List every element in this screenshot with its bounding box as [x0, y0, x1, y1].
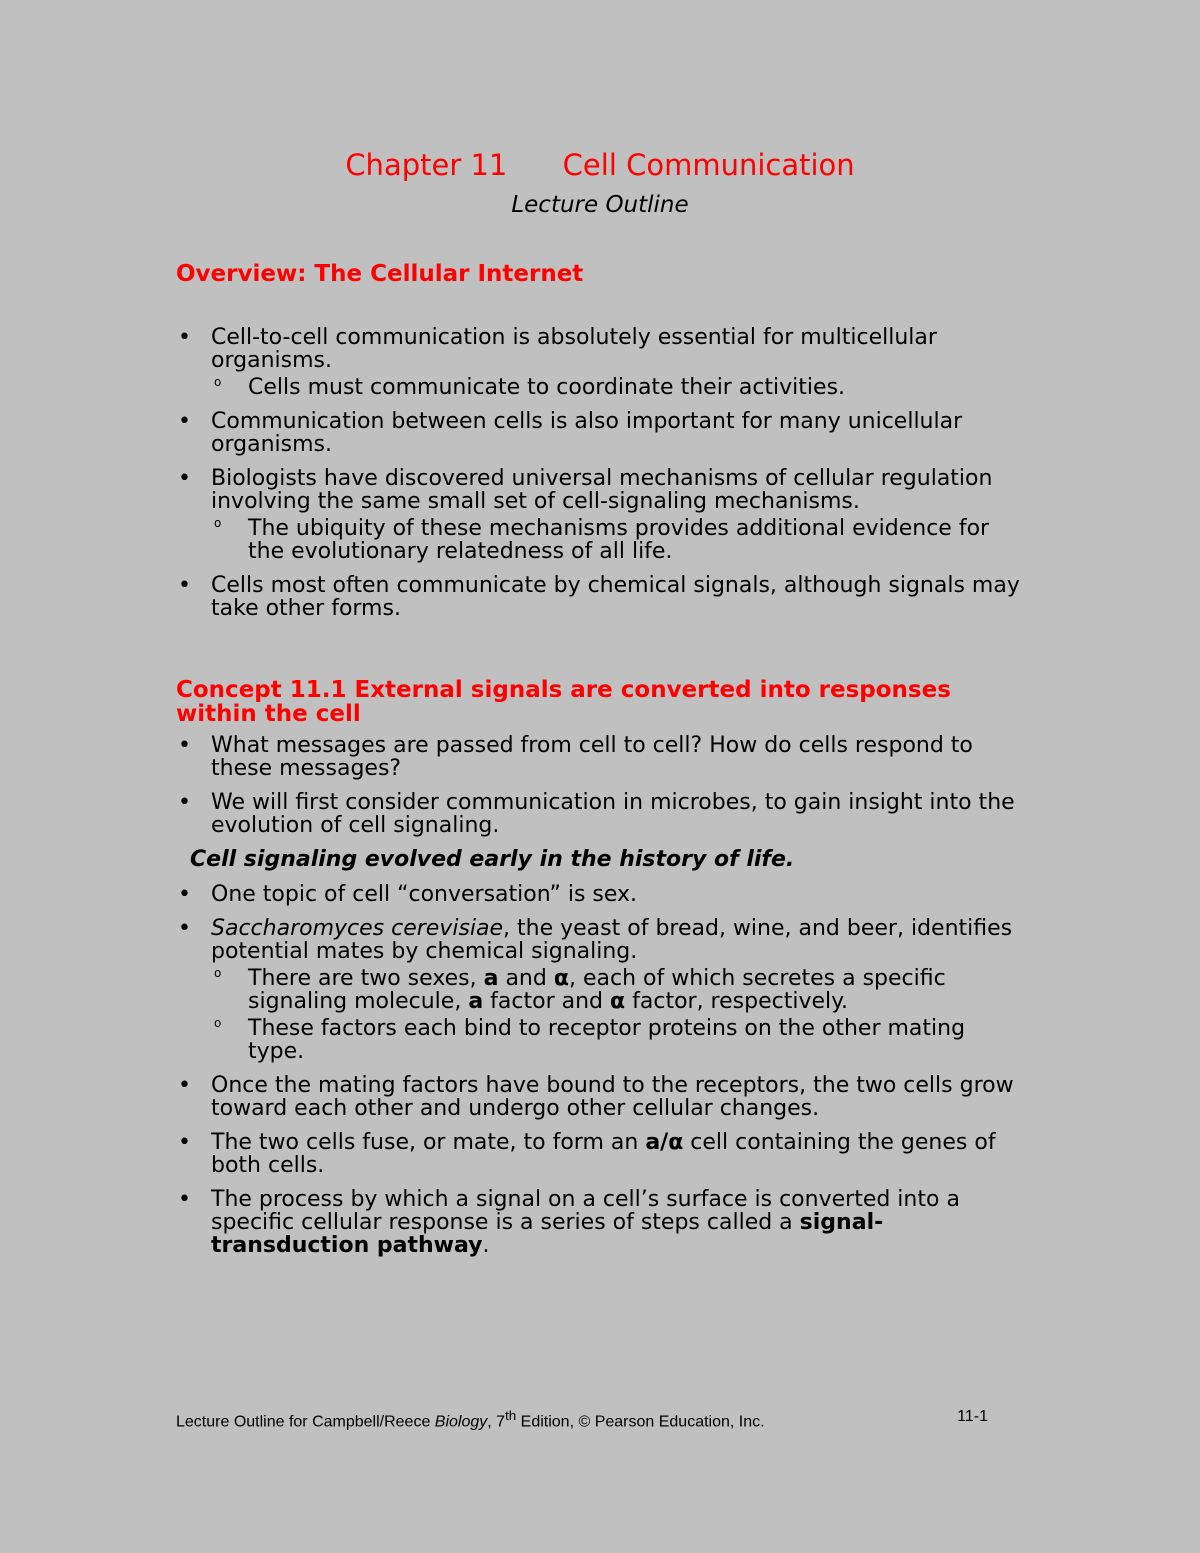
bullet-text: , the yeast of bread, wine, and beer, identifies potential mates by chemical signaling. [211, 916, 1013, 964]
footer-text: Lecture Outline for Campbell/Reece [176, 1413, 435, 1431]
page-number: 11-1 [957, 1408, 988, 1425]
concept-intro-list [176, 734, 1026, 837]
overview-heading: Overview: The Cellular Internet [176, 261, 584, 287]
bullet-text: cell containing the genes of both cells. [211, 1130, 996, 1178]
alpha-symbol: α [610, 989, 626, 1014]
concept-subheading: Cell signaling evolved early in the history of life. [190, 847, 795, 872]
bullet-text: . [482, 1233, 490, 1258]
species-name: Saccharomyces cerevisiae [211, 916, 504, 941]
list-item [176, 917, 1026, 1063]
list-item [176, 410, 1026, 456]
footer-text: , 7 [487, 1413, 506, 1431]
sub-bullet-text: , each of which secretes a specific signaling molecule, [248, 966, 946, 1014]
page-title: Chapter 11 Cell Communication [345, 148, 855, 182]
list-item [176, 1131, 1026, 1177]
list-item [176, 326, 1026, 399]
concept-heading: Concept 11.1 External signals are converted into responses within the cell [176, 677, 951, 727]
footer-superscript: th [505, 1408, 517, 1423]
list-item [176, 883, 1026, 906]
page-subtitle: Lecture Outline [511, 192, 689, 218]
sub-list-item [211, 517, 1026, 563]
sub-list [211, 967, 1026, 1063]
bullet-text: One topic of cell “conversation” is sex. [211, 882, 638, 907]
page-footer [176, 1408, 988, 1431]
a-alpha-symbol: a/α [645, 1130, 684, 1155]
sub-bullet-text: and [498, 966, 554, 991]
footer-text: Edition, © Pearson Education, Inc. [516, 1413, 765, 1431]
list-item [176, 734, 1026, 780]
bullet-text: We will first consider communication in microbes, to gain insight into the evolution of cell signaling. [211, 790, 1015, 838]
list-item [176, 1188, 1026, 1257]
list-item [176, 574, 1026, 620]
sub-bullet-text: These factors each bind to receptor proteins on the other mating type. [248, 1016, 966, 1064]
document-body [176, 262, 1026, 1268]
footer-book-title: Biology [434, 1413, 488, 1431]
bullet-text: Cell-to-cell communication is absolutely essential for multicellular organisms. [211, 325, 937, 373]
bullet-text: Communication between cells is also important for many unicellular organisms. [211, 409, 963, 457]
key-term: signal-transduction pathway [211, 1210, 884, 1258]
sub-list-item [211, 376, 1026, 399]
sub-bullet-text: Cells must communicate to coordinate their activities. [248, 375, 846, 400]
list-item [176, 467, 1026, 563]
a-symbol: a [468, 989, 484, 1014]
sub-bullet-text: There are two sexes, [248, 966, 484, 991]
a-symbol: a [483, 966, 499, 991]
sub-list-item [211, 967, 1026, 1013]
sub-bullet-text: factor, respectively. [625, 989, 848, 1014]
bullet-text: The two cells fuse, or mate, to form an [211, 1130, 646, 1155]
bullet-text: Cells most often communicate by chemical signals, although signals may take other forms. [211, 573, 1020, 621]
bullet-text: What messages are passed from cell to cell? How do cells respond to these messages? [211, 733, 973, 781]
sub-bullet-text: The ubiquity of these mechanisms provides additional evidence for the evolutionary relatedness of all life. [248, 516, 990, 564]
overview-list [176, 326, 1026, 620]
sub-list-item [211, 1017, 1026, 1063]
concept-list [176, 883, 1026, 1257]
alpha-symbol: α [553, 966, 569, 991]
bullet-text: The process by which a signal on a cell’s surface is converted into a specific cellular response is a series of steps called a [211, 1187, 960, 1235]
sub-list [211, 517, 1026, 563]
sub-bullet-text: factor and [483, 989, 610, 1014]
bullet-text: Biologists have discovered universal mechanisms of cellular regulation involving the same small set of cell-signaling mechanisms. [211, 466, 993, 514]
bullet-text: Once the mating factors have bound to the receptors, the two cells grow toward each other and undergo other cellular changes. [211, 1073, 1014, 1121]
list-item [176, 1074, 1026, 1120]
sub-list [211, 376, 1026, 399]
list-item [176, 791, 1026, 837]
